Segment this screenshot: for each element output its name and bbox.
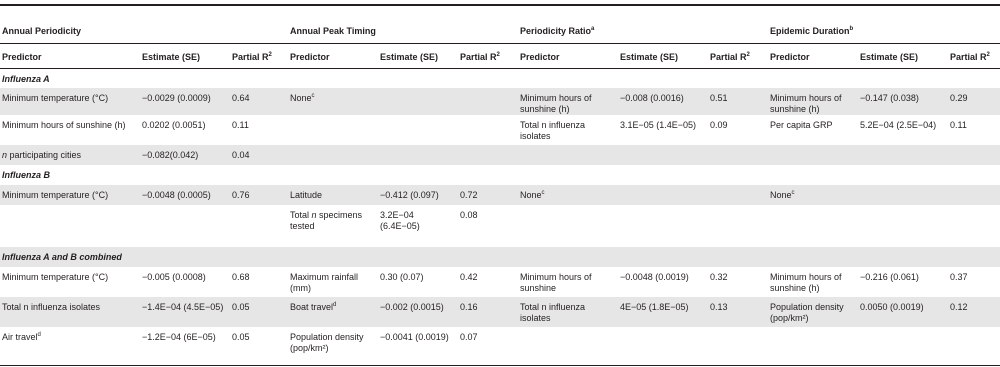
table-cell: −0.0029 (0.0009): [140, 88, 230, 115]
table-cell: Population density (pop/km²): [768, 297, 858, 327]
table-cell: [140, 205, 230, 247]
table-cell: [378, 88, 458, 115]
table-cell: 0.76: [230, 185, 288, 205]
table-cell: −1.4E−04 (4.5E−05): [140, 297, 230, 327]
table-cell: Total n influenza isolates: [520, 120, 586, 141]
table-cell: 3.2E−04 (6.4E−05): [380, 210, 420, 231]
table-cell: n participating cities: [0, 145, 140, 165]
table-cell: Minimum hours of sunshine (h): [2, 120, 126, 130]
table-cell: Minimum temperature (°C): [0, 185, 140, 205]
col-estimate: Estimate (SE): [618, 43, 708, 68]
table-cell: [458, 88, 518, 115]
table-cell: [618, 145, 708, 165]
table-cell: 0.11: [232, 120, 249, 130]
table-cell: [230, 205, 288, 247]
col-estimate: Estimate (SE): [378, 43, 458, 68]
col-partial-r2: Partial $R^2$: [948, 43, 1000, 68]
col-estimate: Estimate (SE): [140, 43, 230, 68]
table-cell: 0.09: [710, 120, 728, 130]
table-cell: 0.0050 (0.0019): [858, 297, 948, 327]
col-partial-r2: Partial $R^2$: [230, 43, 288, 68]
col-estimate: Estimate (SE): [858, 43, 948, 68]
table-cell: [378, 145, 458, 165]
table-cell: [518, 145, 618, 165]
table-cell: −0.008 (0.0016): [618, 88, 708, 115]
section-influenza-b: Influenza B: [2, 170, 51, 180]
table-cell: −0.216 (0.061): [860, 272, 919, 282]
table-row: [0, 205, 1000, 247]
table-cell: [288, 145, 378, 165]
table-cell: −0.147 (0.038): [858, 88, 948, 115]
table-row: [0, 327, 1000, 357]
top-rule: [0, 4, 1000, 6]
table-cell: Boat travel$^d$: [288, 297, 378, 327]
table-cell: Minimum hours of sunshine (h): [770, 272, 842, 293]
group-header-row: [0, 20, 1000, 43]
table-cell: 0.29: [948, 88, 1000, 115]
table-cell: [618, 205, 708, 247]
table-cell: −0.0048 (0.0019): [620, 272, 689, 282]
table-cell: [378, 115, 458, 145]
table-cell: 0.12: [948, 297, 1000, 327]
group-epidemic-duration: Epidemic Duration$^b$: [768, 20, 1000, 43]
table-cell: [768, 205, 858, 247]
table-cell: Maximum rainfall (mm): [290, 272, 359, 293]
table-row: [0, 88, 1000, 115]
table-row: [0, 145, 1000, 165]
table-cell: [948, 145, 1000, 165]
table-cell: 0.51: [708, 88, 768, 115]
table-cell: Minimum hours of sunshine (h): [518, 88, 618, 115]
table-cell: [768, 145, 858, 165]
table-row: [0, 267, 1000, 297]
table-cell: [0, 205, 140, 247]
table-cell: 0.72: [458, 185, 518, 205]
table-cell: [618, 185, 708, 205]
table-cell: 0.68: [232, 272, 250, 282]
table-cell: −0.002 (0.0015): [378, 297, 458, 327]
table-cell: 0.07: [460, 332, 478, 342]
section-row: [0, 247, 1000, 267]
group-annual-periodicity: Annual Periodicity: [0, 20, 288, 43]
table-cell: [288, 115, 378, 145]
table-row: [0, 185, 1000, 205]
col-partial-r2: Partial $R^2$: [708, 43, 768, 68]
table-cell: [708, 327, 768, 357]
table-cell: Population density (pop/km²): [290, 332, 364, 353]
table-cell: 0.05: [230, 297, 288, 327]
table-cell: [708, 185, 768, 205]
table-cell: 0.0202 (0.0051): [142, 120, 206, 130]
table-cell: 0.04: [230, 145, 288, 165]
table-cell: −0.0041 (0.0019): [380, 332, 449, 342]
col-partial-r2: Partial $R^2$: [458, 43, 518, 68]
section-row: [0, 68, 1000, 88]
table-cell: [518, 327, 618, 357]
table-cell: 0.11: [950, 120, 967, 130]
table-cell: [948, 185, 1000, 205]
table-cell: 0.32: [710, 272, 728, 282]
table-cell: −0.005 (0.0008): [142, 272, 206, 282]
table-cell: None$^c$: [288, 88, 378, 115]
table-cell: Minimum hours of sunshine: [520, 272, 592, 293]
table-cell: 0.30 (0.07): [380, 272, 424, 282]
table-cell: [708, 205, 768, 247]
table-cell: 0.16: [458, 297, 518, 327]
table-cell: 5.2E−04 (2.5E−04): [860, 120, 937, 130]
table-cell: None$^c$: [768, 185, 858, 205]
table-row: [0, 115, 1000, 145]
table-cell: 0.42: [460, 272, 478, 282]
table-cell: [858, 145, 948, 165]
table-cell: 0.13: [708, 297, 768, 327]
table-cell: [768, 327, 858, 357]
table-cell: Total n specimens tested: [290, 210, 363, 231]
table-cell: Air travel$^d$: [2, 332, 41, 342]
regression-table: [0, 20, 1000, 357]
table-cell: Total n influenza isolates: [0, 297, 140, 327]
table-cell: 0.08: [460, 210, 478, 220]
table-cell: Minimum hours of sunshine (h): [768, 88, 858, 115]
bottom-rule: [0, 365, 1000, 366]
table-cell: 0.64: [230, 88, 288, 115]
table-cell: [458, 145, 518, 165]
table-cell: [618, 327, 708, 357]
table-cell: Per capita GRP: [770, 120, 833, 130]
col-predictor: Predictor: [518, 43, 618, 68]
table-cell: −0.0048 (0.0005): [140, 185, 230, 205]
table-cell: Total n influenza isolates: [518, 297, 618, 327]
col-predictor: Predictor: [0, 43, 140, 68]
group-annual-peak-timing: Annual Peak Timing: [288, 20, 518, 43]
group-periodicity-ratio: Periodicity Ratio$^a$: [518, 20, 768, 43]
col-predictor: Predictor: [288, 43, 378, 68]
table-cell: Latitude: [288, 185, 378, 205]
section-row: [0, 165, 1000, 185]
table-cell: [708, 145, 768, 165]
table-cell: [948, 205, 1000, 247]
table-cell: [858, 205, 948, 247]
table-cell: [518, 205, 618, 247]
table-cell: −0.412 (0.097): [378, 185, 458, 205]
table-cell: −0.082(0.042): [140, 145, 230, 165]
table-cell: 0.37: [950, 272, 968, 282]
column-header-row: [0, 43, 1000, 68]
table-cell: Minimum temperature (°C): [2, 272, 109, 282]
table-cell: Minimum temperature (°C): [0, 88, 140, 115]
table-cell: None$^c$: [518, 185, 618, 205]
table-cell: [858, 327, 948, 357]
col-predictor: Predictor: [768, 43, 858, 68]
table-cell: 3.1E−05 (1.4E−05): [620, 120, 697, 130]
section-influenza-ab-combined: Influenza A and B combined: [0, 247, 1000, 267]
table-cell: 4E−05 (1.8E−05): [618, 297, 708, 327]
section-influenza-a: Influenza A: [2, 73, 50, 84]
table-cell: 0.05: [232, 332, 250, 342]
table-cell: [858, 185, 948, 205]
table-cell: −1.2E−04 (6E−05): [142, 332, 216, 342]
table-row: [0, 297, 1000, 327]
table-cell: [458, 115, 518, 145]
table-cell: [948, 327, 1000, 357]
